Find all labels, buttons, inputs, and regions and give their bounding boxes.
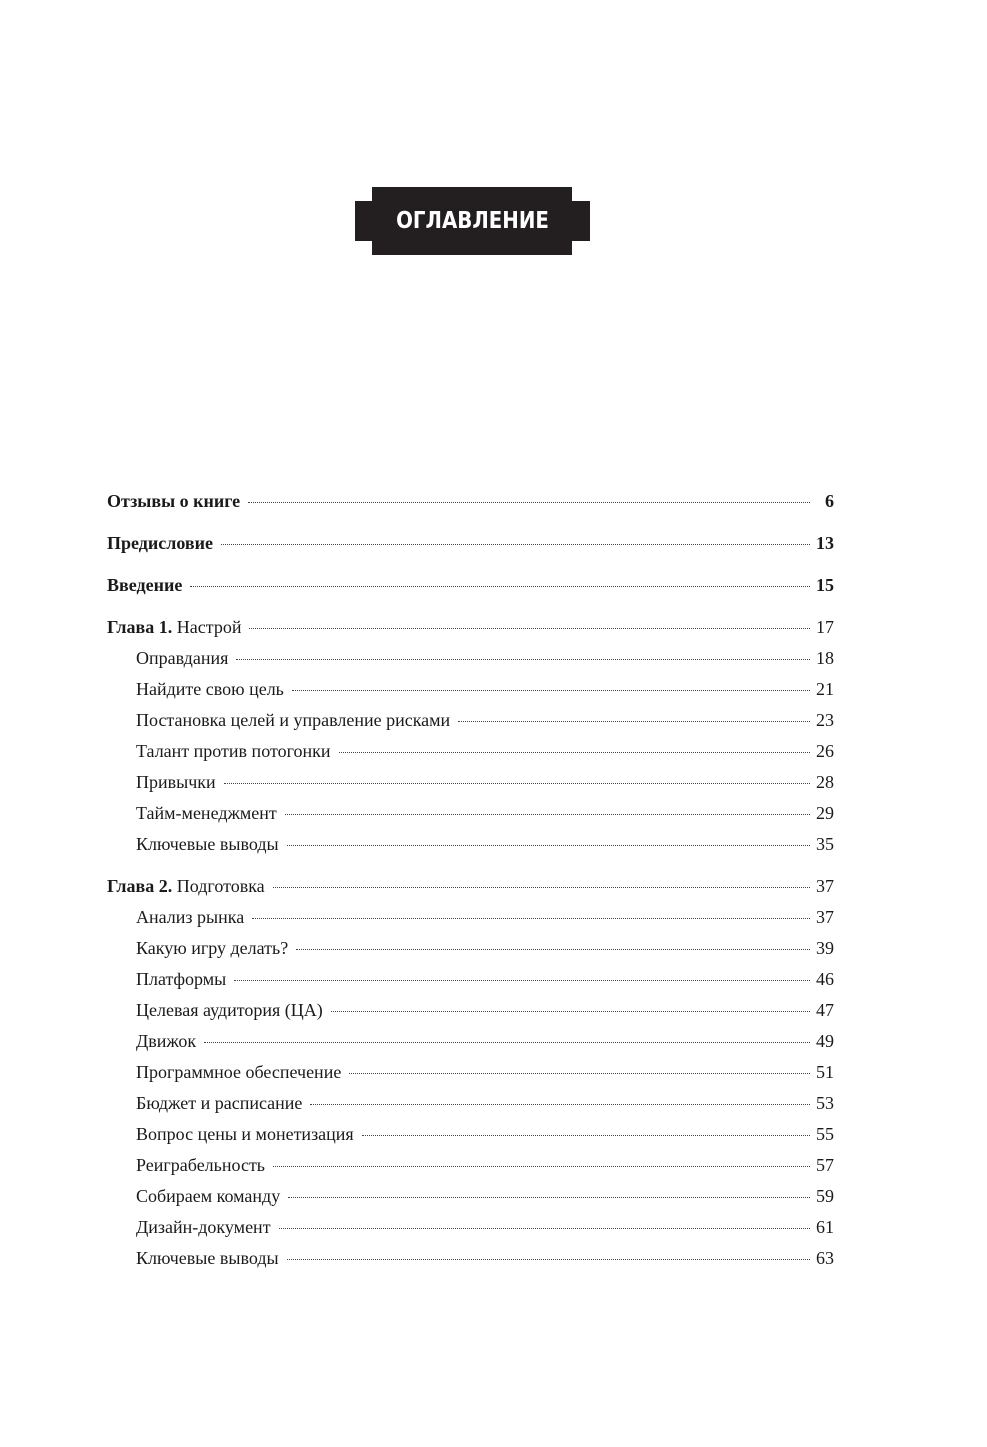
dot-leader bbox=[310, 1104, 810, 1105]
chapter-prefix: Глава 2. bbox=[107, 876, 173, 896]
toc-entry-page: 37 bbox=[816, 876, 834, 896]
title-banner bbox=[355, 187, 590, 255]
toc-section-page: 37 bbox=[816, 907, 834, 927]
chapter-prefix: Глава 1. bbox=[107, 617, 173, 637]
toc-section-page: 28 bbox=[816, 772, 834, 792]
dot-leader bbox=[458, 721, 810, 722]
toc-section[interactable] bbox=[107, 1124, 834, 1155]
toc-section[interactable] bbox=[107, 1062, 834, 1093]
toc-entry-label: Предисловие bbox=[107, 533, 213, 553]
toc-chapter-2[interactable] bbox=[107, 876, 834, 907]
dot-leader bbox=[248, 502, 810, 503]
chapter-title: Настрой bbox=[176, 617, 242, 637]
toc-section-page: 61 bbox=[816, 1217, 834, 1237]
toc-section[interactable] bbox=[107, 1031, 834, 1062]
toc-section[interactable] bbox=[107, 741, 834, 772]
chapter-title: Подготовка bbox=[176, 876, 265, 896]
toc-section-page: 39 bbox=[816, 938, 834, 958]
toc-entry-page: 15 bbox=[816, 575, 834, 595]
toc-section-page: 51 bbox=[816, 1062, 834, 1082]
toc-section-page: 55 bbox=[816, 1124, 834, 1144]
dot-leader bbox=[252, 918, 810, 919]
toc-section-label: Оправдания bbox=[136, 648, 229, 668]
toc-section[interactable] bbox=[107, 1093, 834, 1124]
dot-leader bbox=[273, 887, 810, 888]
dot-leader bbox=[287, 845, 810, 846]
toc-section-label: Вопрос цены и монетизация bbox=[136, 1124, 354, 1144]
toc-section-label: Ключевые выводы bbox=[136, 1248, 279, 1268]
toc-section-page: 57 bbox=[816, 1155, 834, 1175]
toc-section[interactable] bbox=[107, 803, 834, 834]
toc-section-page: 29 bbox=[816, 803, 834, 823]
dot-leader bbox=[190, 586, 810, 587]
dot-leader bbox=[279, 1228, 810, 1229]
toc-section-page: 49 bbox=[816, 1031, 834, 1051]
toc-section-page: 18 bbox=[816, 648, 834, 668]
toc-section-page: 23 bbox=[816, 710, 834, 730]
toc-section[interactable] bbox=[107, 907, 834, 938]
toc-entry-label: Отзывы о книге bbox=[107, 491, 241, 511]
toc-section[interactable] bbox=[107, 1155, 834, 1186]
toc-section-label: Бюджет и расписание bbox=[136, 1093, 303, 1113]
toc-section-label: Целевая аудитория (ЦА) bbox=[136, 1000, 323, 1020]
page-title: ОГЛАВЛЕНИЕ bbox=[396, 208, 549, 234]
dot-leader bbox=[234, 980, 810, 981]
toc-section-page: 26 bbox=[816, 741, 834, 761]
dot-leader bbox=[204, 1042, 810, 1043]
toc-chapter-label bbox=[107, 617, 241, 638]
toc-section[interactable] bbox=[107, 938, 834, 969]
toc-section-label: Движок bbox=[136, 1031, 197, 1051]
toc-section-page: 53 bbox=[816, 1093, 834, 1113]
toc-entry-page: 13 bbox=[816, 533, 834, 553]
toc-section-label: Реиграбельность bbox=[136, 1155, 266, 1175]
toc-section-label: Дизайн-документ bbox=[136, 1217, 271, 1237]
dot-leader bbox=[285, 814, 810, 815]
dot-leader bbox=[287, 1259, 810, 1260]
toc-section-label: Анализ рынка bbox=[136, 907, 245, 927]
toc-chapter-1[interactable] bbox=[107, 617, 834, 648]
dot-leader bbox=[292, 690, 810, 691]
toc-section[interactable] bbox=[107, 1217, 834, 1248]
toc-section-page: 46 bbox=[816, 969, 834, 989]
toc-section[interactable] bbox=[107, 1000, 834, 1031]
dot-leader bbox=[362, 1135, 810, 1136]
toc-chapter-label bbox=[107, 876, 265, 897]
toc-entry-page: 17 bbox=[816, 617, 834, 637]
toc-section[interactable] bbox=[107, 648, 834, 679]
dot-leader bbox=[288, 1197, 810, 1198]
toc-entry-page: 6 bbox=[825, 491, 834, 511]
dot-leader bbox=[249, 628, 810, 629]
toc-section-label: Талант против потогонки bbox=[136, 741, 331, 761]
toc-section-label: Тайм-менеджмент bbox=[136, 803, 277, 823]
table-of-contents bbox=[107, 491, 834, 1279]
toc-section-label: Программное обеспечение bbox=[136, 1062, 342, 1082]
toc-section-label: Привычки bbox=[136, 772, 216, 792]
toc-section[interactable] bbox=[107, 1248, 834, 1279]
dot-leader bbox=[221, 544, 810, 545]
dot-leader bbox=[331, 1011, 810, 1012]
toc-section[interactable] bbox=[107, 1186, 834, 1217]
dot-leader bbox=[339, 752, 810, 753]
toc-section-page: 63 bbox=[816, 1248, 834, 1268]
toc-entry-foreword[interactable] bbox=[107, 533, 834, 564]
toc-entry-label: Введение bbox=[107, 575, 183, 595]
toc-section-page: 21 bbox=[816, 679, 834, 699]
toc-section-label: Какую игру делать? bbox=[136, 938, 289, 958]
dot-leader bbox=[349, 1073, 810, 1074]
toc-section-label: Собираем команду bbox=[136, 1186, 281, 1206]
dot-leader bbox=[224, 783, 810, 784]
toc-section-label: Ключевые выводы bbox=[136, 834, 279, 854]
dot-leader bbox=[273, 1166, 810, 1167]
toc-section[interactable] bbox=[107, 969, 834, 1000]
toc-section[interactable] bbox=[107, 834, 834, 865]
dot-leader bbox=[296, 949, 810, 950]
dot-leader bbox=[236, 659, 810, 660]
toc-section-label: Постановка целей и управление рисками bbox=[136, 710, 451, 730]
toc-entry-introduction[interactable] bbox=[107, 575, 834, 606]
toc-section-label: Платформы bbox=[136, 969, 227, 989]
toc-entry-reviews[interactable] bbox=[107, 491, 834, 522]
toc-section-label: Найдите свою цель bbox=[136, 679, 284, 699]
toc-section-page: 35 bbox=[816, 834, 834, 854]
toc-section[interactable] bbox=[107, 679, 834, 710]
toc-section-page: 47 bbox=[816, 1000, 834, 1020]
toc-section-page: 59 bbox=[816, 1186, 834, 1206]
toc-section[interactable] bbox=[107, 710, 834, 741]
toc-section[interactable] bbox=[107, 772, 834, 803]
